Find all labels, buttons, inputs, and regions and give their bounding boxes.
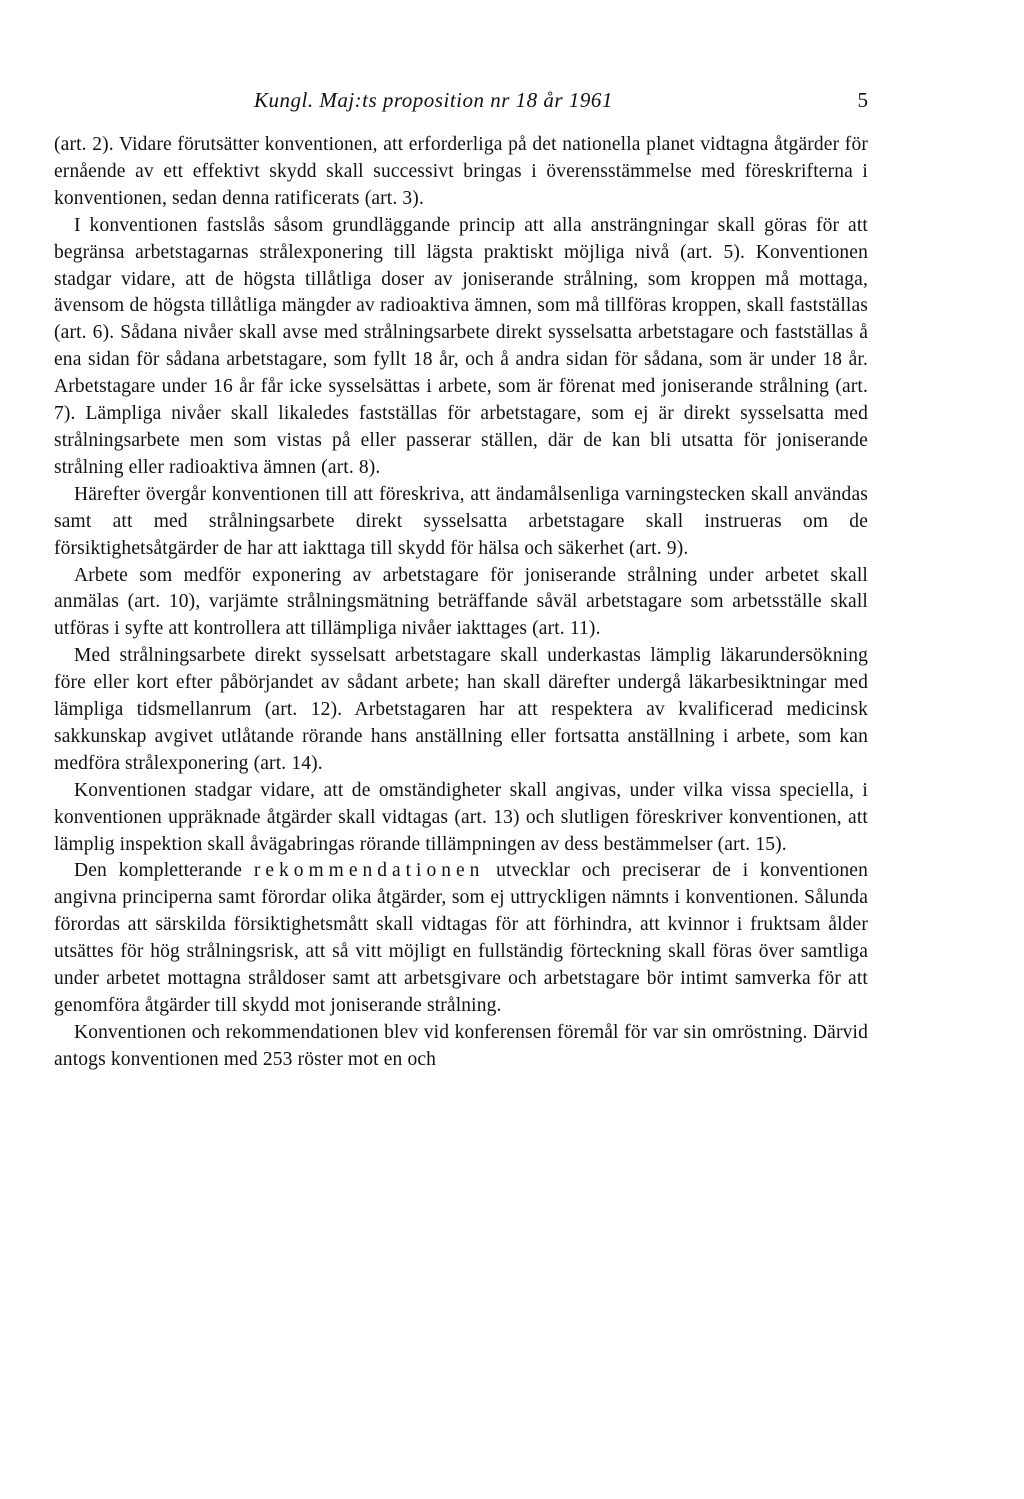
paragraph: I konventionen fastslås såsom grundläggande princip att alla ansträngningar skall göras för att begränsa arbetstagarnas strålexponering till lägsta praktiskt möjliga nivå (art. 5). Konventionen stadgar vidare, att de högsta tillåtliga doser av joniserande strålning, som kroppen må mottaga, ävensom de högsta tillåtliga mängder av radioaktiva ämnen, som må tillföras kroppen, skall fastställas (art. 6). Sådana nivåer skall avse med strålningsarbete direkt sysselsatta arbetstagare och fastställas å ena sidan för sådana arbetstagare, som fyllt 18 år, och å andra sidan för sådana, som är under 18 år. Arbetstagare under 16 år får icke sysselsättas i arbete, som är förenat med joniserande strålning (art. 7). Lämpliga nivåer skall likaledes fastställas för arbetstagare, som ej är direkt sysselsatta med strålningsarbete men som vistas på eller passerar ställen, där de kan bli utsatta för joniserande strålning eller radioaktiva ämnen (art. 8). bbox=[54, 214, 868, 478]
page-number: 5 bbox=[857, 88, 868, 112]
paragraph: Arbete som medför exponering av arbetstagare för joniserande strålning under arbetet skall anmälas (art. 10), varjämte strålningsmätning beträffande såväl arbetstagare som arbetsställe skall utföras i syfte att kontrollera att tillämpliga nivåer iakttages (art. 11). bbox=[54, 564, 868, 640]
body-text bbox=[54, 132, 868, 1074]
header-title: Kungl. Maj:ts proposition nr 18 år 1961 bbox=[254, 88, 613, 112]
paragraph: Konventionen och rekommendationen blev vid konferensen föremål för var sin omröstning. Därvid antogs konventionen med 253 röster mot en och bbox=[54, 1021, 868, 1070]
paragraph-text: Den kompletterande bbox=[74, 860, 254, 882]
paragraph bbox=[54, 858, 868, 1019]
paragraph: Med strålningsarbete direkt sysselsatt arbetstagare skall underkastas lämplig läkarundersökning före eller kort efter påbörjandet av sådant arbete; han skall därefter undergå läkarbesiktningar med lämpliga tidsmellanrum (art. 12). Arbetstagaren har att respektera av kvalificerad medicinsk sakkunskap avgivet utlåtande rörande hans anställning eller fortsatta anställning i arbete, som kan medföra strålexponering (art. 14). bbox=[54, 645, 868, 774]
paragraph: Härefter övergår konventionen till att föreskriva, att ändamålsenliga varningstecken skall användas samt att med strålningsarbete direkt sysselsatta arbetstagare skall instrueras om de försiktighetsåtgärder de har att iakttaga till skydd för hälsa och säkerhet (art. 9). bbox=[54, 483, 868, 559]
running-header bbox=[54, 88, 868, 122]
paragraph-text: utvecklar och preciserar de i konventionen angivna principerna samt förordar olika åtgärder, som ej uttryckligen nämnts i konventionen. Sålunda förordas att särskilda försiktighetsmått skall vidtagas för att förhindra, att kvinnor i fruktsam ålder utsättes för hög strålningsrisk, att så vitt möjligt en fullständig förteckning skall föras över samtliga under arbetet mottagna stråldoser samt att arbetsgivare och arbetstagare bör intimt samverka för att genomföra åtgärder till skydd mot joniserande strålning. bbox=[54, 860, 868, 1016]
paragraph: (art. 2). Vidare förutsätter konventionen, att erforderliga på det nationella planet vidtagna åtgärder för ernående av ett effektivt skydd skall successivt bringas i överensstämmelse med föreskrifterna i konventionen, sedan denna ratificerats (art. 3). bbox=[54, 134, 868, 209]
paragraph: Konventionen stadgar vidare, att de omständigheter skall angivas, under vilka vissa speciella, i konventionen uppräknade åtgärder skall vidtagas (art. 13) och slutligen föreskriver konventionen, att lämplig inspektion skall åvägabringas rörande tillämpningen av dess bestämmelser (art. 15). bbox=[54, 779, 868, 855]
document-page bbox=[54, 88, 868, 1074]
emphasized-term: rekommendationen bbox=[253, 860, 485, 882]
